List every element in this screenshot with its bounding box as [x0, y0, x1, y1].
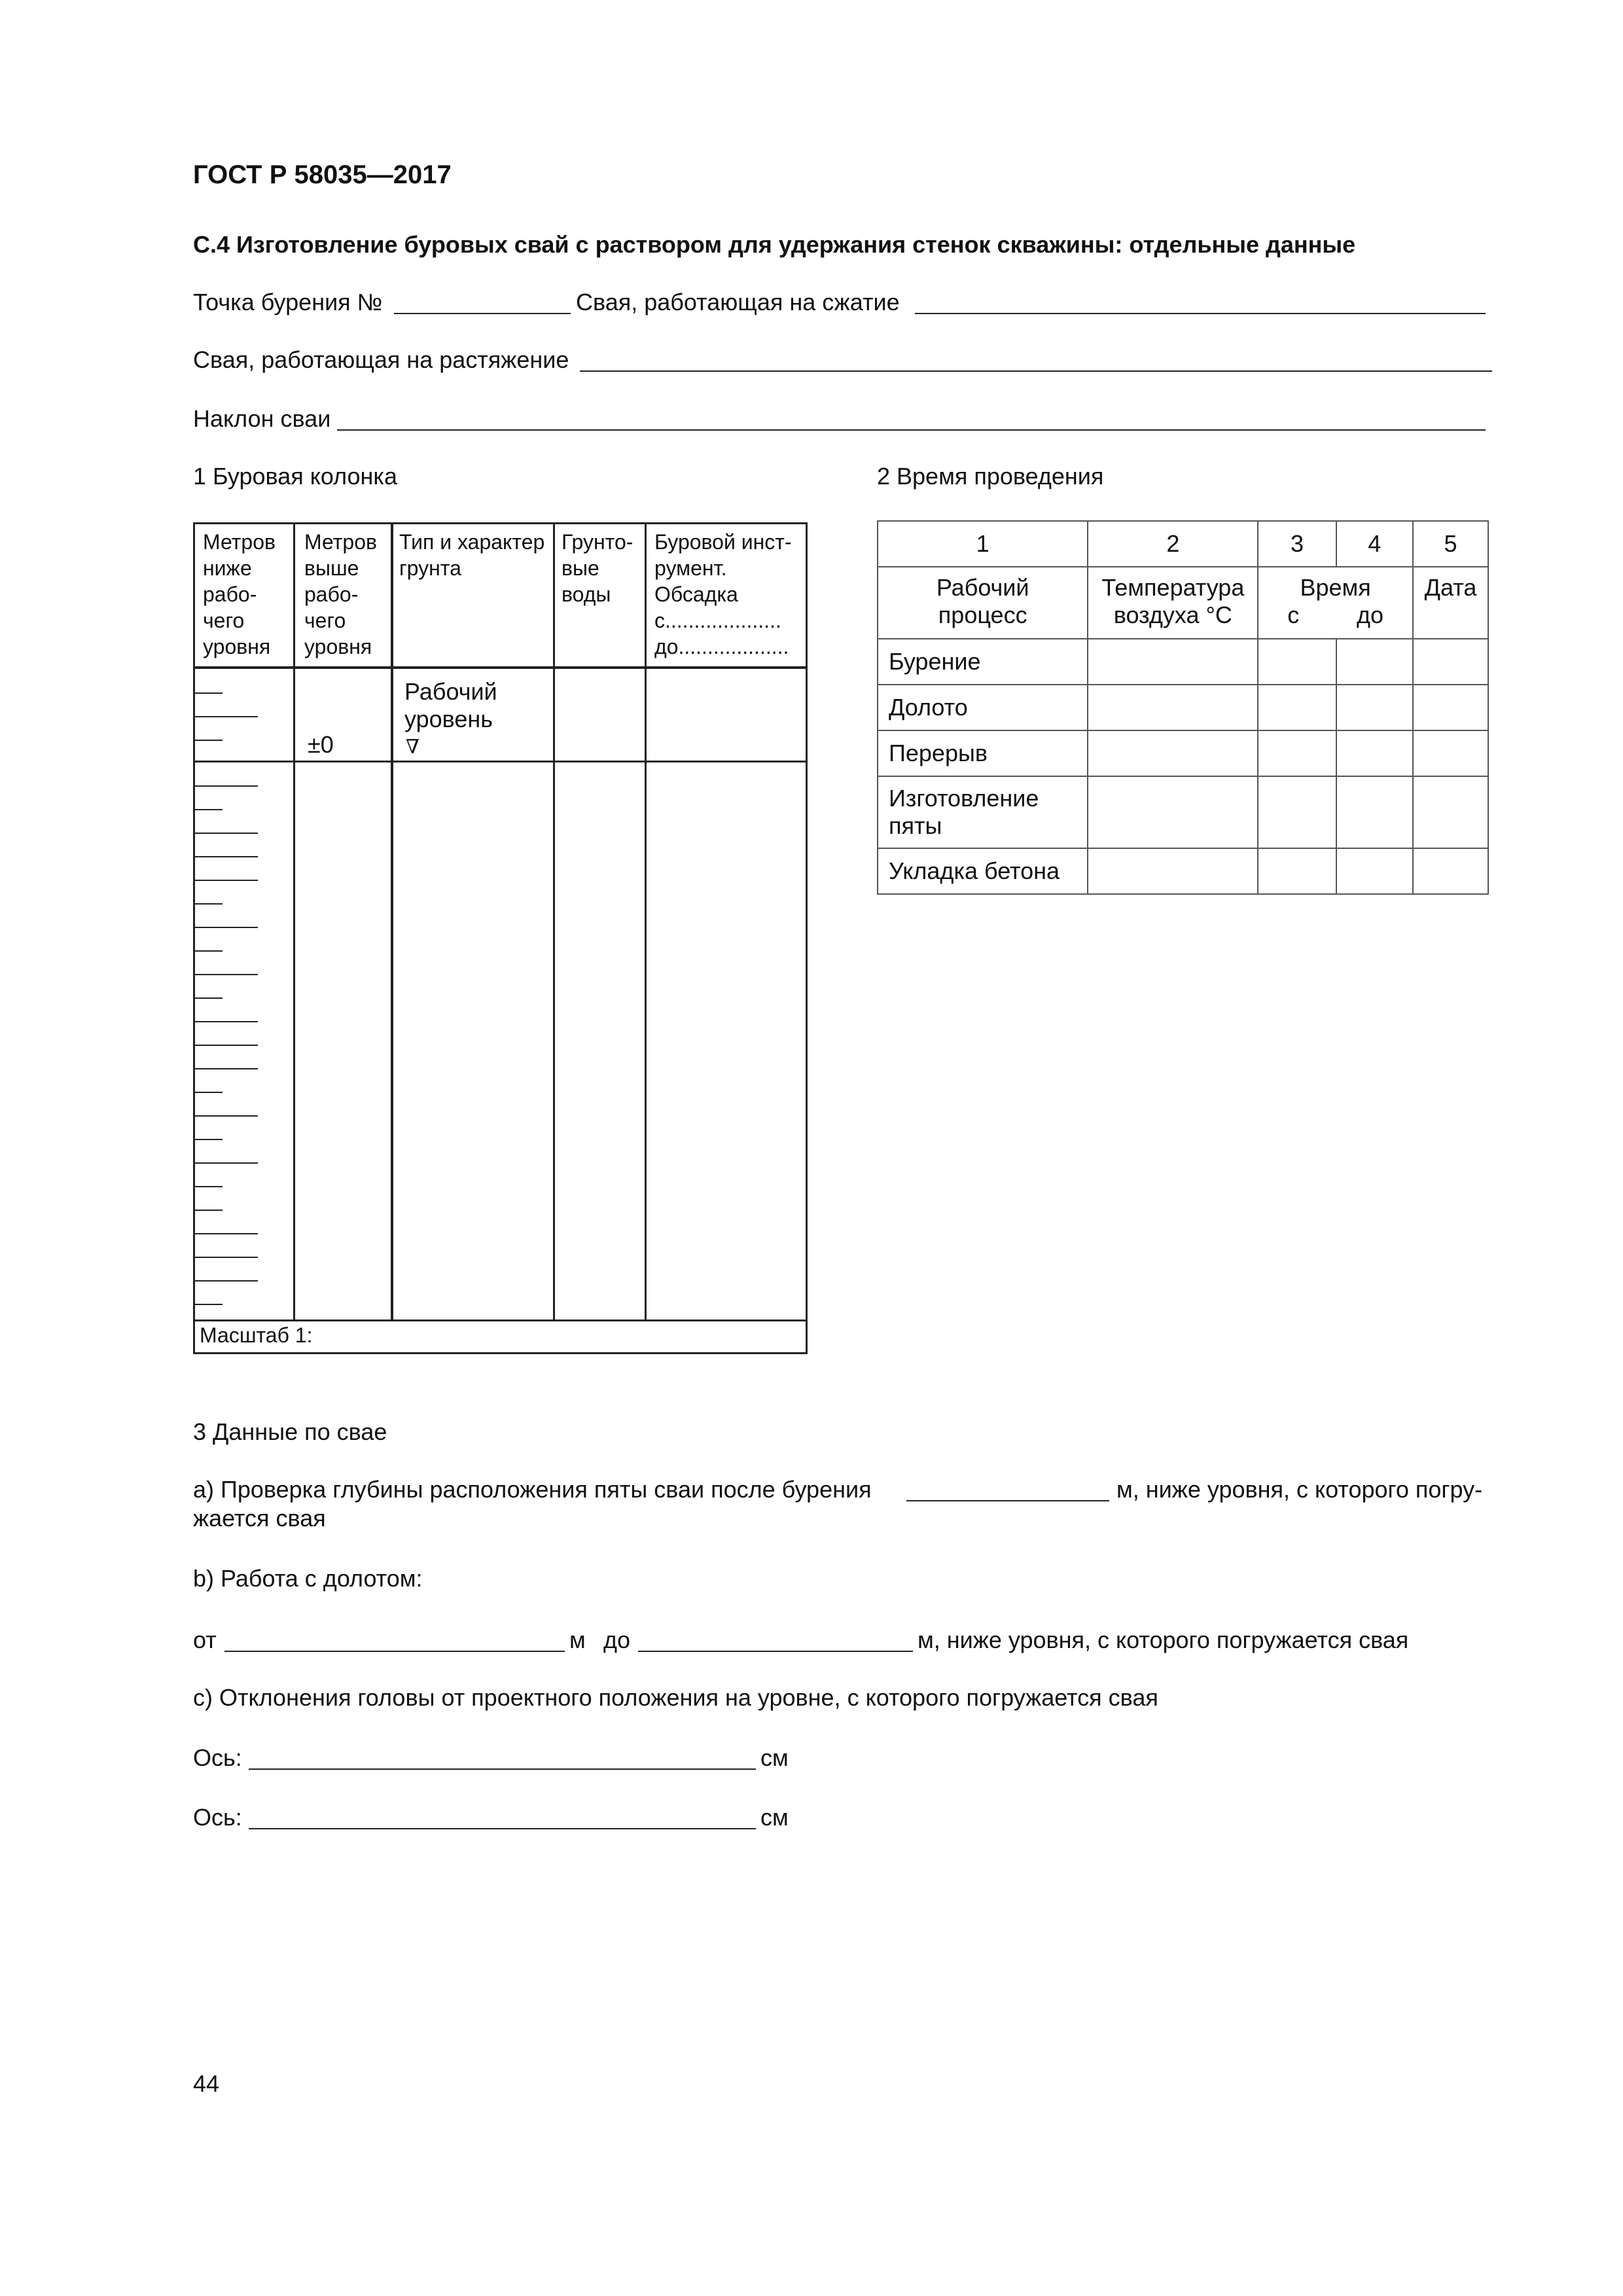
col-number: 4 [1336, 521, 1413, 567]
scale-field[interactable] [340, 1323, 792, 1347]
depth-tick [195, 1186, 223, 1187]
temperature-cell[interactable] [1088, 639, 1258, 685]
pile-data-title: 3 Данные по свае [193, 1418, 387, 1445]
axis-2-field[interactable] [249, 1828, 756, 1829]
scale-label: Масштаб 1: [200, 1323, 313, 1347]
pile-compression-label: Свая, работающая на сжатие [576, 289, 900, 315]
axis-1-field[interactable] [249, 1768, 756, 1770]
pile-tension-label: Свая, работающая на растяжение [193, 346, 569, 373]
divider [645, 522, 647, 1321]
depth-tick [195, 1139, 223, 1140]
header-time [1258, 567, 1413, 639]
process-name: Бурение [878, 639, 1088, 685]
head-deviation-label: с) Отклонения головы от проектного положения на уровне, с которого погружается свая [193, 1684, 1158, 1711]
drill-point-label: Точка бурения № [193, 289, 383, 315]
header-separator [193, 666, 806, 669]
time-to-cell[interactable] [1336, 639, 1413, 685]
col-header-below: Метров ниже рабо- чего уровня [203, 530, 276, 658]
time-from-cell[interactable] [1258, 730, 1336, 776]
depth-tick [195, 903, 223, 905]
depth-tick [195, 950, 223, 952]
col-header-groundwater: Грунто- вые воды [562, 530, 633, 606]
check-depth-continued: жается свая [193, 1505, 326, 1532]
depth-tick [195, 1210, 223, 1211]
time-to-cell[interactable] [1336, 848, 1413, 894]
depth-tick [195, 880, 258, 881]
depth-tick [195, 716, 258, 717]
header-temperature: Температура воздуха °С [1088, 567, 1258, 639]
table-row [878, 685, 1488, 730]
process-name: Перерыв [878, 730, 1088, 776]
pile-tension-field[interactable] [580, 370, 1492, 372]
header-time-subcols [1258, 601, 1412, 629]
depth-tick [195, 1304, 223, 1305]
process-name: Укладка бетона [878, 848, 1088, 894]
time-to-cell[interactable] [1336, 730, 1413, 776]
section-title: С.4 Изготовление буровых свай с раствором для удержания стенок скважины: отдельные данные [193, 231, 1356, 258]
time-table [877, 520, 1489, 895]
page-number: 44 [193, 2070, 220, 2097]
depth-tick [195, 974, 258, 975]
depth-tick [195, 927, 258, 928]
table-row [878, 730, 1488, 776]
depth-tick [195, 1068, 258, 1069]
chisel-to-suffix: м, ниже уровня, с которого погружается свая [918, 1626, 1409, 1653]
process-name: Долото [878, 685, 1088, 730]
depth-tick [195, 1280, 258, 1282]
depth-tick [195, 692, 223, 694]
divider [553, 522, 555, 1321]
depth-tick [195, 1021, 258, 1022]
depth-tick [195, 1092, 223, 1093]
col-header-soil: Тип и характер грунта [399, 530, 545, 580]
temperature-cell[interactable] [1088, 730, 1258, 776]
drill-column-title: 1 Буровая колонка [193, 463, 397, 490]
time-from-cell[interactable] [1258, 776, 1336, 848]
divider [293, 522, 295, 1321]
process-name: Изготовление пяты [878, 776, 1088, 848]
pile-compression-field[interactable] [915, 313, 1486, 314]
zero-mark: ±0 [308, 731, 334, 758]
work-level-label: Рабочий уровень [404, 678, 497, 732]
header-process: Рабочий процесс [878, 567, 1088, 639]
document-id: ГОСТ Р 58035—2017 [193, 160, 452, 189]
date-cell[interactable] [1413, 639, 1488, 685]
col-header-above: Метров выше рабо- чего уровня [304, 530, 377, 658]
header-time-label: Время [1300, 574, 1371, 601]
col-number: 5 [1413, 521, 1488, 567]
time-table-title: 2 Время проведения [877, 463, 1104, 490]
depth-tick [195, 997, 223, 999]
table-row [878, 776, 1488, 848]
check-depth-label: а) Проверка глубины расположения пяты сваи после бурения [193, 1476, 872, 1503]
date-cell[interactable] [1413, 730, 1488, 776]
time-to-cell[interactable] [1336, 685, 1413, 730]
date-cell[interactable] [1413, 776, 1488, 848]
check-depth-suffix: м, ниже уровня, с которого погру- [1116, 1476, 1483, 1503]
axis-2-unit: см [760, 1804, 789, 1831]
date-cell[interactable] [1413, 848, 1488, 894]
col-number: 2 [1088, 521, 1258, 567]
pile-incline-field[interactable] [337, 429, 1486, 431]
work-level-separator [193, 761, 806, 762]
temperature-cell[interactable] [1088, 685, 1258, 730]
col-header-tool: Буровой инст- румент. Обсадка с.................... до................... [654, 530, 792, 658]
time-to-cell[interactable] [1336, 776, 1413, 848]
depth-tick [195, 1045, 258, 1046]
table-row [878, 848, 1488, 894]
chisel-work-label: b) Работа с долотом: [193, 1565, 423, 1592]
time-from-cell[interactable] [1258, 639, 1336, 685]
axis-1-label: Ось: [193, 1744, 242, 1771]
table-row [878, 639, 1488, 685]
water-level-icon: ∇ [406, 736, 419, 759]
temperature-cell[interactable] [1088, 776, 1258, 848]
scale-separator [193, 1319, 806, 1321]
depth-tick [195, 1257, 258, 1258]
divider [391, 522, 393, 1321]
chisel-to-field[interactable] [638, 1651, 913, 1652]
pile-incline-label: Наклон сваи [193, 405, 331, 432]
check-depth-field[interactable] [906, 1500, 1109, 1501]
depth-tick [195, 740, 223, 741]
depth-tick [195, 1115, 258, 1117]
chisel-from-label: от [193, 1626, 217, 1653]
chisel-from-unit: м [569, 1626, 586, 1653]
date-cell[interactable] [1413, 685, 1488, 730]
depth-tick [195, 785, 258, 787]
time-from-cell[interactable] [1258, 685, 1336, 730]
chisel-to-label: до [603, 1626, 631, 1653]
depth-tick [195, 856, 258, 857]
col-number: 3 [1258, 521, 1336, 567]
depth-tick [195, 833, 258, 834]
table-row [878, 521, 1488, 567]
table-header-row [878, 567, 1488, 639]
axis-2-label: Ось: [193, 1804, 242, 1831]
depth-tick [195, 1233, 258, 1234]
time-from-cell[interactable] [1258, 848, 1336, 894]
axis-1-unit: см [760, 1744, 789, 1771]
col-number: 1 [878, 521, 1088, 567]
temperature-cell[interactable] [1088, 848, 1258, 894]
header-date: Дата [1413, 567, 1488, 639]
header-from: с [1287, 601, 1300, 628]
header-to: до [1357, 601, 1384, 628]
drill-point-field[interactable] [394, 313, 571, 314]
chisel-from-field[interactable] [224, 1651, 565, 1652]
depth-tick [195, 1162, 258, 1164]
depth-tick [195, 809, 223, 810]
